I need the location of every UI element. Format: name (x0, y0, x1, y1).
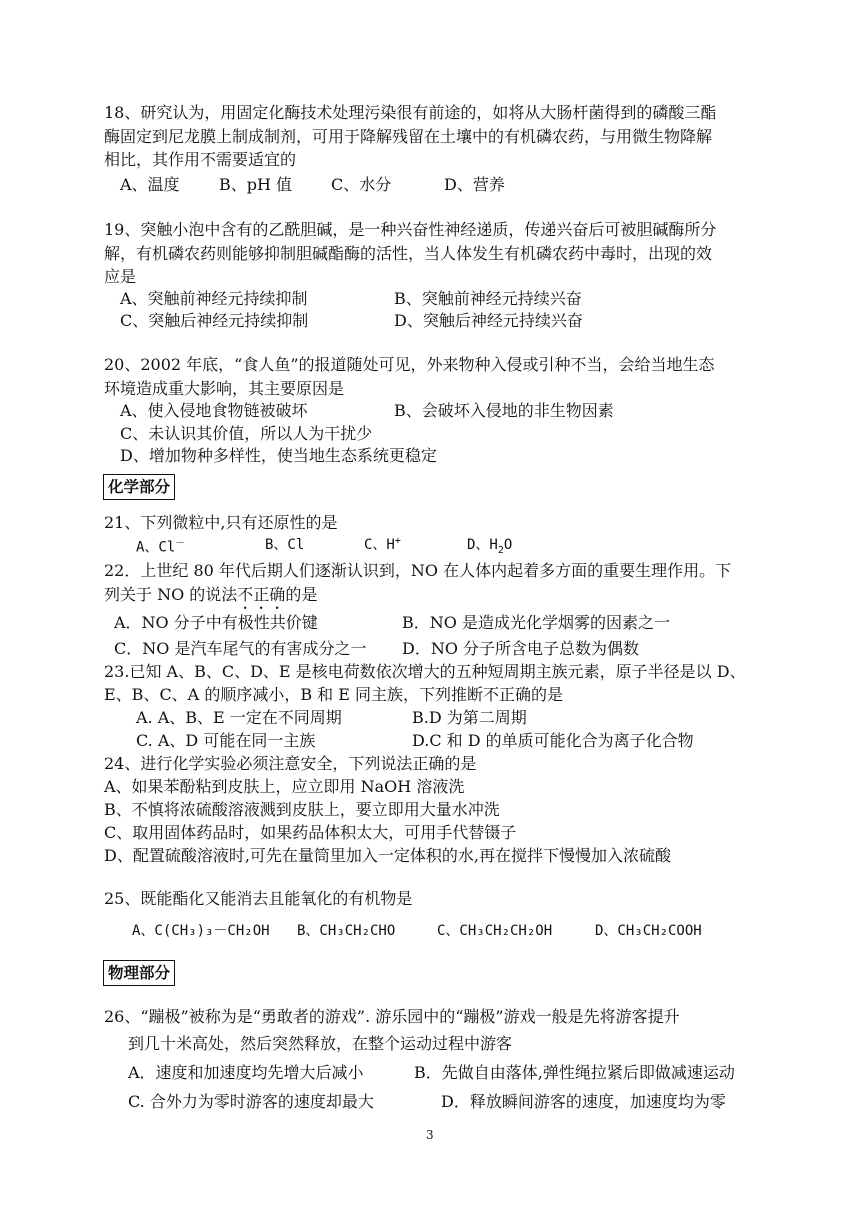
option-a: A、使入侵地食物链被破坏 (120, 401, 308, 420)
option-b: B．NO 是造成光化学烟雾的因素之一 (402, 613, 670, 632)
question-18 (104, 101, 760, 172)
question-26-line: 到几十米高处，然后突然释放，在整个运动过程中游客 (128, 1034, 513, 1053)
option-a (136, 534, 185, 557)
question-20-line: 20、2002 年底，“食人鱼”的报道随处可见，外来物种入侵或引种不当，会给当地生态 (104, 355, 715, 374)
question-22-text: 列关于 NO 的说法 (104, 585, 238, 604)
option-b: B．先做自由落体,弹性绳拉紧后即做减速运动 (414, 1063, 735, 1082)
option-a: A、C(CH₃)₃－CH₂OH (132, 923, 270, 939)
option-b (265, 534, 304, 554)
option-c: C、未认识其价值，所以人为干扰少 (120, 424, 373, 443)
option-a: A．速度和加速度均先增大后减小 (128, 1063, 364, 1082)
question-24: 24、进行化学实验必须注意安全，下列说法正确的是 (104, 754, 477, 773)
option-b-text: B、Cl (265, 537, 305, 553)
option-d: D、营养 (444, 175, 505, 194)
question-19-line: 应是 (104, 267, 137, 286)
option-d: D、增加物种多样性，使当地生态系统更稳定 (120, 446, 437, 465)
option-a: A、如果苯酚粘到皮肤上，应立即用 NaOH 溶液洗 (104, 777, 465, 796)
option-b: B、pH 值 (219, 175, 293, 194)
section-title-chemistry: 化学部分 (103, 474, 175, 500)
option-b: B、会破坏入侵地的非生物因素 (394, 401, 614, 420)
question-23-line: 23.已知 A、B、C、D、E 是核电荷数依次增大的五种短周期主族元素，原子半径是以 D、 (104, 662, 746, 681)
option-c: C、CH₃CH₂CH₂OH (437, 923, 553, 939)
question-25: 25、既能酯化又能消去且能氧化的有机物是 (104, 889, 413, 908)
question-19-line: 19、突触小泡中含有的乙酰胆碱，是一种兴奋性神经递质，传递兴奋后可被胆碱酶所分 (104, 220, 717, 239)
option-c-text: C、H (364, 537, 395, 553)
option-a: A、温度 (120, 175, 180, 194)
option-d-subscript: 2 (497, 544, 504, 556)
option-c: C．NO 是汽车尾气的有害成分之一 (114, 639, 367, 658)
option-d: D．释放瞬间游客的速度，加速度均为零 (441, 1092, 726, 1111)
option-a: A、突触前神经元持续抑制 (120, 289, 308, 308)
question-19 (104, 218, 760, 289)
option-b: B.D 为第二周期 (412, 708, 527, 727)
option-c: C、水分 (331, 175, 392, 194)
question-19-line: 解，有机磷农药则能够抑制胆碱酯酶的活性，当人体发生有机磷农药中毒时，出现的效 (104, 243, 713, 263)
option-d: D、CH₃CH₂COOH (595, 923, 702, 939)
option-d: D、配置硫酸溶液时,可先在量筒里加入一定体积的水,再在搅拌下慢慢加入浓硫酸 (104, 846, 672, 865)
question-26-line: 26、“蹦极”被称为是“勇敢者的游戏”. 游乐园中的“蹦极”游戏一般是先将游客提升 (104, 1007, 680, 1026)
emphasis-text: 不正确 (237, 585, 286, 604)
option-c (364, 534, 401, 554)
option-c-superscript: + (394, 535, 401, 547)
option-c: C、取用固体药品时，如果药品体积太大，可用手代替镊子 (104, 823, 517, 842)
option-d-text-tail: O (503, 537, 513, 553)
page-number: 3 (426, 1128, 434, 1142)
option-d (467, 534, 512, 556)
question-20 (104, 353, 760, 400)
option-b: B、不慎将浓硫酸溶液溅到皮肤上，要立即用大量水冲洗 (104, 800, 500, 819)
option-d-text: D、H (467, 537, 498, 553)
option-d: D.C 和 D 的单质可能化合为离子化合物 (412, 731, 694, 750)
question-18-line: 18、研究认为，用固定化酶技术处理污染很有前途的，如将从大肠杆菌得到的磷酸三酯 (104, 103, 717, 122)
question-22-line (104, 582, 317, 613)
option-c: C. 合外力为零时游客的速度却最大 (128, 1092, 374, 1111)
question-23-line: E、B、C、A 的顺序减小，B 和 E 同主族，下列推断不正确的是 (104, 685, 564, 704)
option-a: A．NO 分子中有极性共价键 (114, 613, 318, 632)
question-22-line: 22．上世纪 80 年代后期人们逐渐认识到，NO 在人体内起着多方面的重要生理作用。下 (104, 561, 732, 580)
option-c: C、突触后神经元持续抑制 (120, 311, 309, 330)
option-a-superscript: － (175, 538, 186, 549)
question-21: 21、下列微粒中,只有还原性的是 (104, 513, 338, 532)
question-22-text: 的是 (285, 585, 318, 604)
option-a-text: A、Cl (136, 539, 176, 556)
option-b: B、突触前神经元持续兴奋 (394, 289, 582, 308)
option-d: D．NO 分子所含电子总数为偶数 (402, 639, 640, 658)
option-d: D、突触后神经元持续兴奋 (394, 311, 583, 330)
option-c: C. A、D 可能在同一主族 (136, 731, 316, 750)
option-b: B、CH₃CH₂CHO (297, 923, 396, 939)
option-a: A. A、B、E 一定在不同周期 (136, 708, 342, 727)
section-title-physics: 物理部分 (103, 960, 175, 986)
question-18-line: 酶固定到尼龙膜上制成制剂，可用于降解残留在土壤中的有机磷农药，与用微生物降解 (104, 126, 713, 146)
question-18-line: 相比，其作用不需要适宜的 (104, 150, 297, 169)
question-20-line: 环境造成重大影响，其主要原因是 (104, 378, 345, 398)
